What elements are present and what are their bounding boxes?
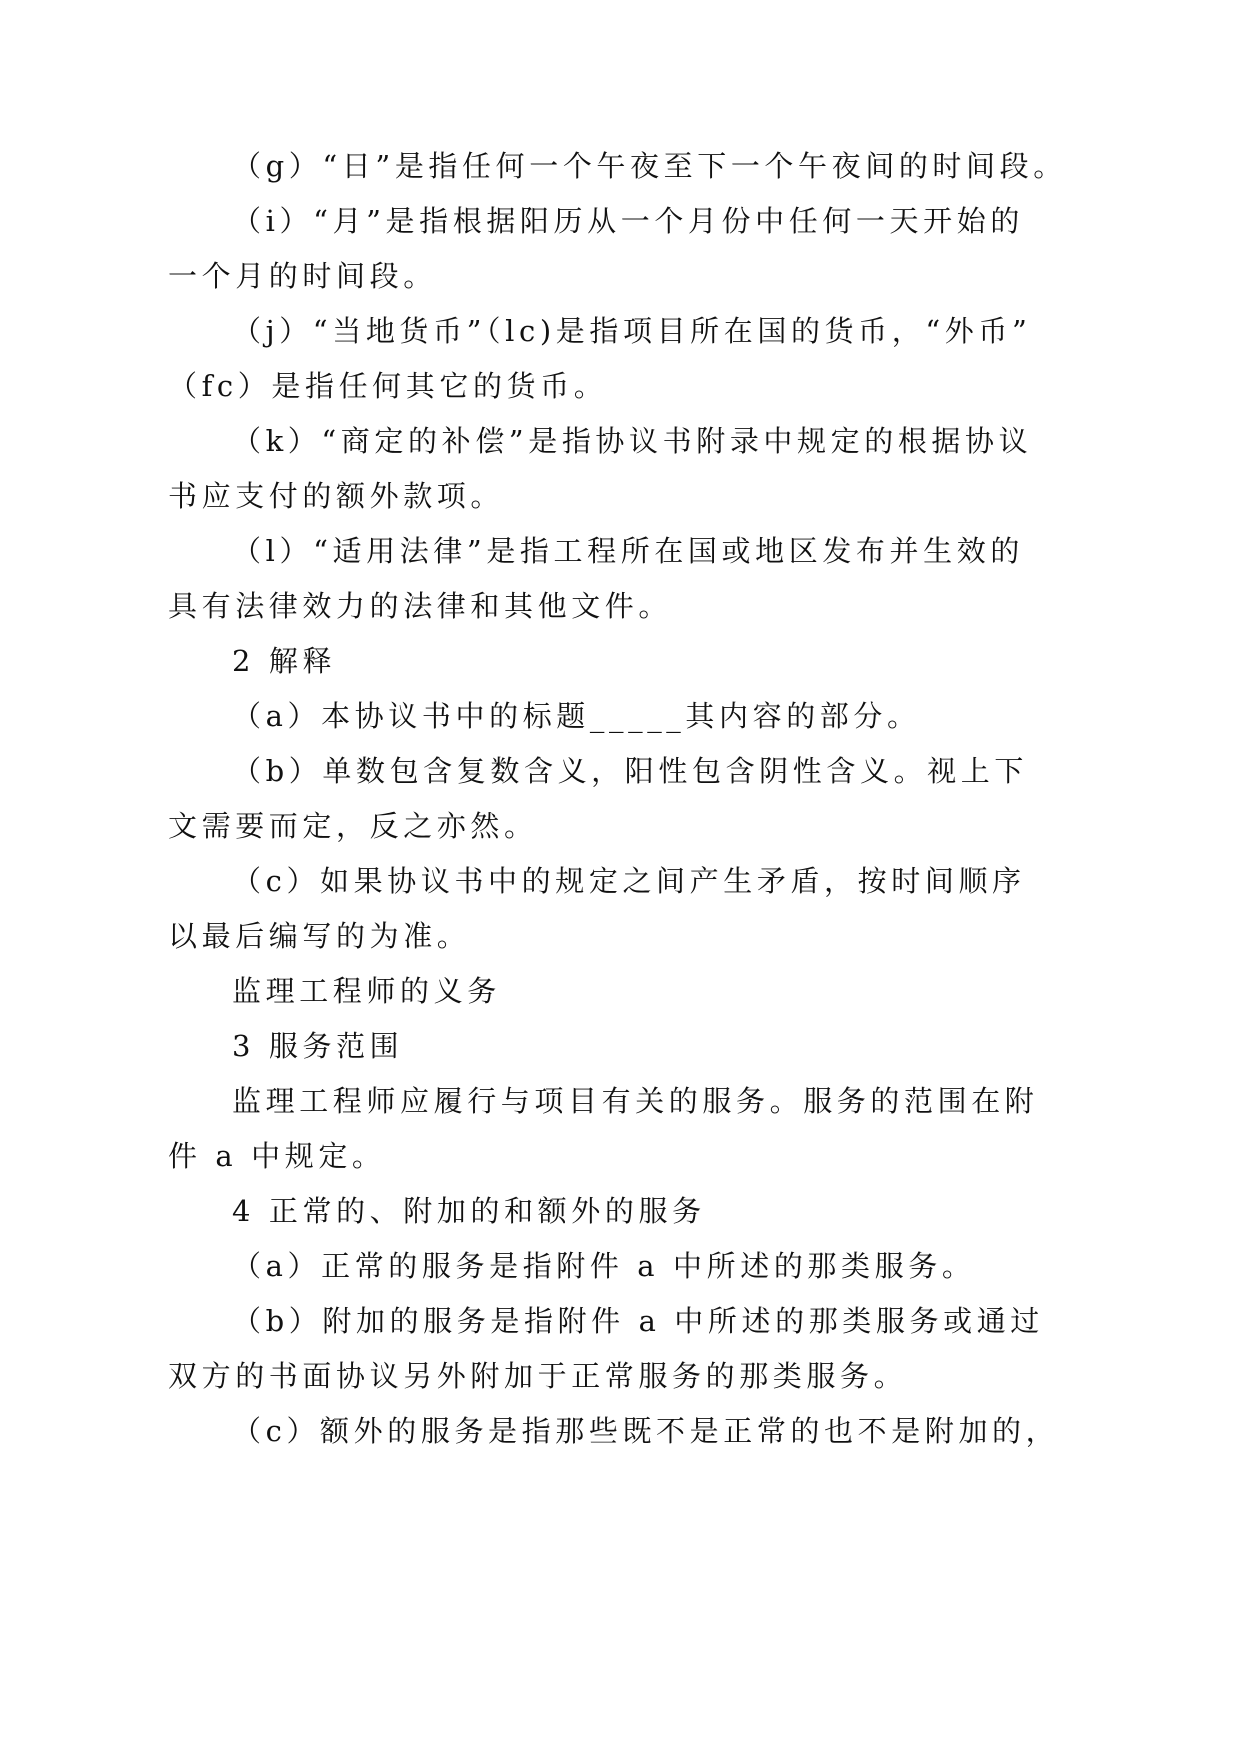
paragraph-4b-line-2: 双方的书面协议另外附加于正常服务的那类服务。 bbox=[168, 1359, 908, 1393]
paragraph-3-line-2: 件 a 中规定。 bbox=[168, 1139, 386, 1173]
paragraph-k-line-2: 书应支付的额外款项。 bbox=[168, 479, 505, 513]
paragraph-j-line-1: （j）“当地货币”（lc)是指项目所在国的货币，“外币” bbox=[232, 314, 1032, 348]
section-4-heading: 4 正常的、附加的和额外的服务 bbox=[232, 1194, 706, 1228]
section-2-heading: 2 解释 bbox=[232, 644, 337, 678]
paragraph-2b-line-2: 文需要而定，反之亦然。 bbox=[168, 809, 538, 843]
paragraph-2b-line-1: （b）单数包含复数含义，阳性包含阴性含义。视上下 bbox=[232, 754, 1028, 788]
paragraph-g-line-1: （g）“日”是指任何一个午夜至下一个午夜间的时间段。 bbox=[232, 149, 1067, 183]
paragraph-4a: （a）正常的服务是指附件 a 中所述的那类服务。 bbox=[232, 1249, 976, 1283]
paragraph-2a: （a）本协议书中的标题_____其内容的部分。 bbox=[232, 699, 921, 733]
heading-engineer-duties: 监理工程师的义务 bbox=[232, 974, 501, 1008]
paragraph-3-line-1: 监理工程师应履行与项目有关的服务。服务的范围在附 bbox=[232, 1084, 1039, 1118]
paragraph-k-line-1: （k）“商定的补偿”是指协议书附录中规定的根据协议 bbox=[232, 424, 1033, 458]
paragraph-2c-line-2: 以最后编写的为准。 bbox=[168, 919, 471, 953]
paragraph-2c-line-1: （c）如果协议书中的规定之间产生矛盾，按时间顺序 bbox=[232, 864, 1026, 898]
paragraph-l-line-2: 具有法律效力的法律和其他文件。 bbox=[168, 589, 673, 623]
paragraph-l-line-1: （l）“适用法律”是指工程所在国或地区发布并生效的 bbox=[232, 534, 1024, 568]
paragraph-4c-line-1: （c）额外的服务是指那些既不是正常的也不是附加的， bbox=[232, 1414, 1060, 1448]
paragraph-i-line-2: 一个月的时间段。 bbox=[168, 259, 437, 293]
paragraph-j-line-2: （fc）是指任何其它的货币。 bbox=[168, 369, 608, 403]
paragraph-4b-line-1: （b）附加的服务是指附件 a 中所述的那类服务或通过 bbox=[232, 1304, 1044, 1338]
paragraph-i-line-1: （i）“月”是指根据阳历从一个月份中任何一天开始的 bbox=[232, 204, 1024, 238]
section-3-heading: 3 服务范围 bbox=[232, 1029, 404, 1063]
